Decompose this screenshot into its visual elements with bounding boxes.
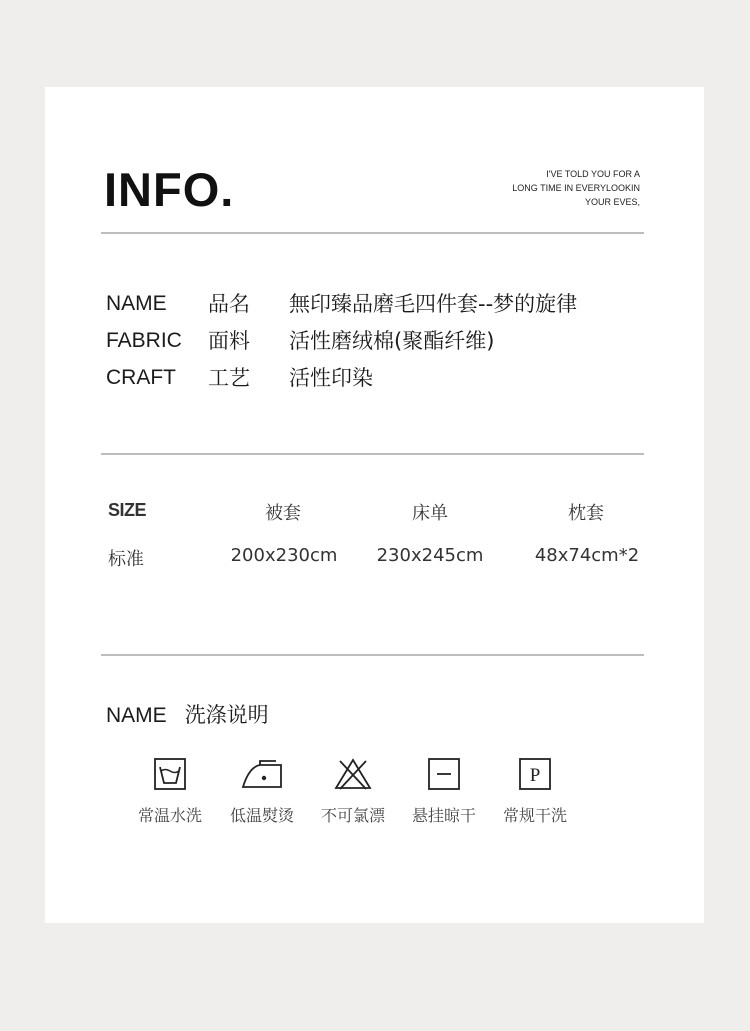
size-header: 床单	[412, 503, 448, 524]
info-value: 活性磨绒棉(聚酯纤维)	[289, 329, 495, 353]
info-key-cn: 面料	[208, 329, 250, 353]
care-item-iron	[222, 757, 302, 826]
wash-tub-icon	[153, 757, 187, 791]
care-label: 常温水洗	[137, 806, 202, 825]
info-key-cn: 品名	[208, 292, 250, 316]
care-item-bleach	[313, 757, 393, 826]
info-key-cn: 工艺	[208, 366, 250, 390]
tagline	[512, 167, 640, 209]
info-key: NAME	[106, 292, 167, 315]
divider	[101, 453, 644, 455]
info-key: FABRIC	[106, 329, 182, 352]
page-title: INFO.	[104, 163, 235, 216]
info-value: 活性印染	[289, 366, 373, 390]
size-header: SIZE	[108, 500, 147, 520]
care-heading-cn: 洗涤说明	[184, 703, 269, 727]
no-bleach-icon	[334, 757, 372, 791]
dry-clean-symbol: P	[529, 765, 541, 786]
care-label: 常规干洗	[502, 806, 567, 825]
care-label: 不可氯漂	[320, 806, 385, 825]
care-heading	[106, 699, 269, 729]
info-value: 無印臻品磨毛四件套--梦的旋律	[289, 292, 578, 316]
size-cell: 230x245cm	[376, 545, 484, 566]
care-heading-key: NAME	[106, 704, 167, 727]
care-item-dryclean	[495, 757, 575, 826]
size-cell: 48x74cm*2	[534, 545, 640, 566]
care-label: 低温熨烫	[229, 806, 294, 825]
info-card	[45, 87, 704, 923]
info-key: CRAFT	[106, 366, 176, 389]
tagline-line: LONG TIME IN EVERYLOOKIN	[512, 183, 640, 193]
care-item-hang	[404, 757, 484, 826]
size-header: 被套	[265, 503, 301, 524]
size-cell: 200x230cm	[230, 545, 338, 566]
iron-low-temp-icon	[240, 757, 284, 791]
tagline-line: I'VE TOLD YOU FOR A	[546, 169, 640, 179]
care-item-wash	[130, 757, 210, 826]
divider	[101, 232, 644, 234]
size-row-label: 标准	[108, 549, 144, 570]
divider	[101, 654, 644, 656]
tagline-line: YOUR EVES,	[584, 197, 640, 207]
care-label: 悬挂晾干	[411, 806, 476, 825]
size-header: 枕套	[568, 503, 604, 524]
hang-dry-icon	[427, 757, 461, 791]
dry-clean-icon	[518, 757, 552, 791]
